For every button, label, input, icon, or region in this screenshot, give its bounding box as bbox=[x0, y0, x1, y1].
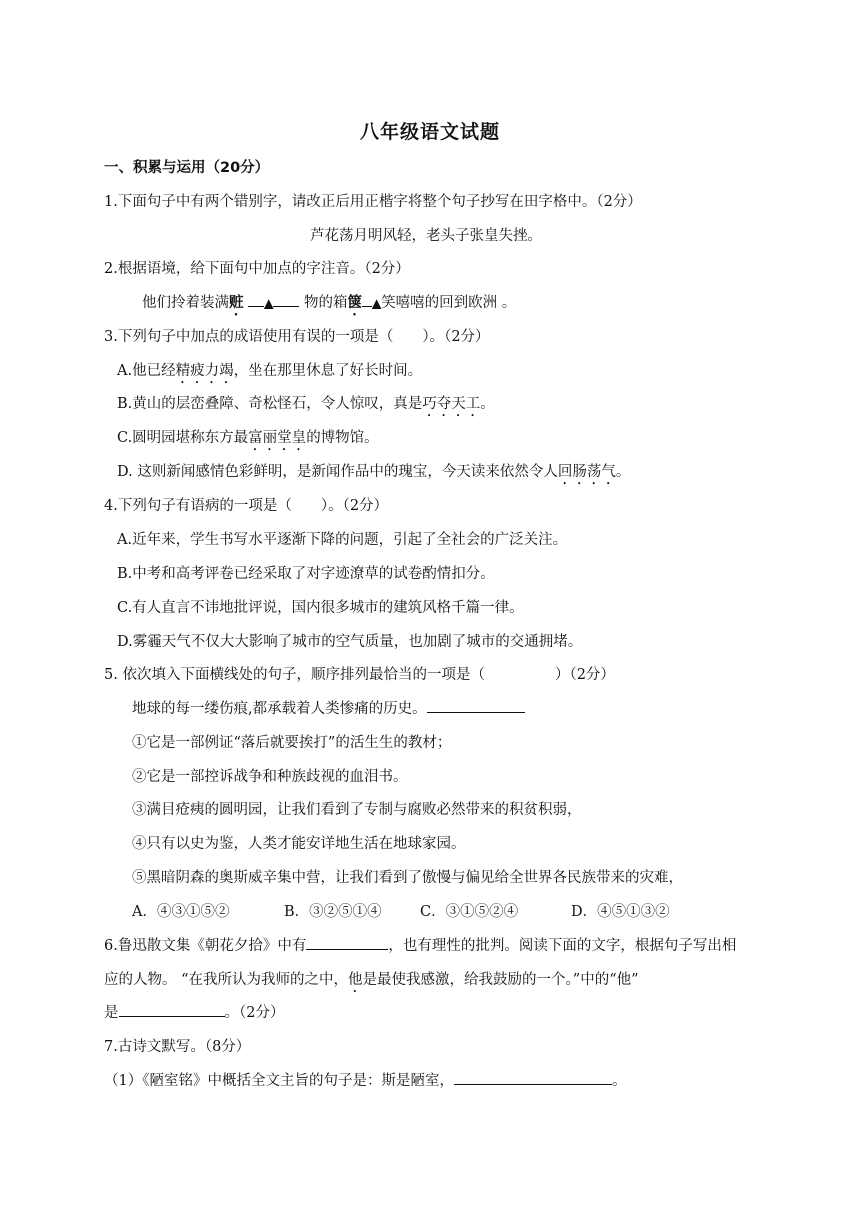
question-6-line-2 bbox=[104, 968, 639, 996]
option-text: D. 这则新闻感情色彩鲜明，是新闻作品中的瑰宝，今天读来依然令人 bbox=[117, 464, 558, 480]
stem-text: （1）《陋室铭》中概括全文主旨的句子是：斯是陋室， bbox=[104, 1073, 454, 1089]
q2-text-part3: 笑嘻嘻的回到欧洲 。 bbox=[381, 295, 517, 311]
question-3-option-c bbox=[117, 426, 379, 454]
option-text: 的博物馆。 bbox=[306, 430, 379, 446]
question-4-option-d: D.雾霾天气不仅大大影响了城市的空气质量，也加剧了城市的交通拥堵。 bbox=[117, 634, 583, 650]
question-5-option-c: C．③①⑤②④ bbox=[420, 904, 519, 920]
option-text: 。 bbox=[480, 396, 495, 412]
q2-text-part1: 他们拎着装满 bbox=[142, 295, 229, 311]
option-text: B.黄山的层峦叠障、奇松怪石，令人惊叹，真是 bbox=[117, 396, 423, 412]
question-1-sentence: 芦花荡月明风轻，老头子张皇失挫。 bbox=[310, 228, 542, 244]
stem-text: 。 bbox=[611, 1073, 627, 1089]
question-5-sentence-2: ②它是一部控诉战争和种族歧视的血泪书。 bbox=[132, 769, 408, 785]
question-7-stem: 7.古诗文默写。（8分） bbox=[104, 1039, 251, 1055]
triangle-mark-icon: ▲ bbox=[264, 296, 274, 310]
question-5-sentence-3: ③满目疮痍的圆明园，让我们看到了专制与腐败必然带来的积贫积弱， bbox=[132, 802, 582, 818]
question-4-stem: 4.下列句子有语病的一项是（ ）。（2分） bbox=[104, 498, 389, 514]
question-5-option-d: D．④⑤①③② bbox=[571, 904, 670, 920]
question-3-option-b bbox=[117, 392, 495, 420]
question-6-line-1 bbox=[104, 934, 736, 955]
dotted-idiom: 精疲力竭 bbox=[175, 363, 234, 379]
question-4-option-c: C.有人直言不讳地批评说，国内很多城市的建筑风格千篇一律。 bbox=[117, 600, 524, 616]
question-5-sentence-4: ④只有以史为鉴，人类才能安详地生活在地球家园。 bbox=[132, 836, 466, 852]
answer-blank[interactable] bbox=[248, 292, 264, 307]
stem-text: 应的人物。 “在我所认为我师的之中， bbox=[104, 972, 349, 988]
answer-blank[interactable] bbox=[454, 1070, 612, 1085]
q2-dotted-char-1: 赃 bbox=[229, 295, 244, 311]
option-text: 。 bbox=[615, 464, 631, 480]
question-5-option-a: A．④③①⑤② bbox=[132, 904, 230, 920]
q2-text-part2: 物的箱 bbox=[303, 295, 348, 311]
option-text: ，坐在那里休息了好长时间。 bbox=[233, 363, 423, 379]
option-text: C.圆明园堪称东方最 bbox=[117, 430, 249, 446]
question-4-option-b: B.中考和高考评卷已经采取了对字迹潦草的试卷酌情扣分。 bbox=[117, 566, 495, 582]
question-2-stem: 2.根据语境，给下面句中加点的字注音。（2分） bbox=[104, 261, 410, 277]
question-3-stem: 3.下列句子中加点的成语使用有误的一项是（ ）。（2分） bbox=[104, 329, 490, 345]
stem-text: 5. 依次填入下面横线处的句子，顺序排列最恰当的一项是（ bbox=[104, 667, 485, 683]
answer-blank[interactable] bbox=[362, 292, 372, 307]
answer-blank[interactable] bbox=[306, 935, 388, 950]
answer-blank[interactable] bbox=[119, 1002, 225, 1017]
question-1-stem: 1.下面句子中有两个错别字，请改正后用正楷字将整个句子抄写在田字格中。（2分） bbox=[104, 194, 642, 210]
question-5-sentence-1: ①它是一部例证“落后就要挨打”的活生生的教材； bbox=[132, 735, 452, 751]
triangle-mark-icon: ▲ bbox=[371, 296, 382, 310]
stem-text: ，也有理性的批判。阅读下面的文字，根据句子写出相 bbox=[388, 938, 737, 954]
option-text: A.他已经 bbox=[117, 363, 176, 379]
stem-text: 。（2分） bbox=[224, 1005, 285, 1021]
stem-text: 是最使我感激，给我鼓励的一个。”中的“他” bbox=[362, 972, 639, 988]
answer-blank[interactable] bbox=[427, 698, 525, 713]
q2-dotted-char-2: 箧 bbox=[347, 295, 362, 311]
section-heading: 一、积累与运用（20分） bbox=[104, 160, 270, 176]
question-5-option-b: B．③②⑤①④ bbox=[284, 904, 382, 920]
question-3-option-a bbox=[117, 359, 422, 387]
question-7-part-1 bbox=[104, 1069, 626, 1090]
question-6-line-3 bbox=[104, 1001, 284, 1022]
stem-text: ）（2分） bbox=[554, 667, 615, 683]
question-3-option-d bbox=[117, 460, 630, 488]
question-5-stem bbox=[104, 663, 615, 684]
lead-text: 地球的每一缕伤痕,都承载着人类惨痛的历史。 bbox=[132, 701, 427, 717]
page-title: 八年级语文试题 bbox=[359, 121, 500, 143]
dotted-idiom: 富丽堂皇 bbox=[248, 430, 307, 446]
question-5-sentence-5: ⑤黑暗阴森的奥斯威辛集中营，让我们看到了傲慢与偏见给全世界各民族带来的灾难， bbox=[132, 870, 683, 886]
dotted-idiom: 回肠荡气 bbox=[557, 464, 616, 480]
stem-text: 6.鲁迅散文集《朝花夕拾》中有 bbox=[104, 938, 307, 954]
dotted-idiom: 巧夺天工 bbox=[422, 396, 481, 412]
answer-blank[interactable] bbox=[273, 292, 299, 307]
stem-text: 是 bbox=[104, 1005, 119, 1021]
question-4-option-a: A.近年来，学生书写水平逐渐下降的问题，引起了全社会的广泛关注。 bbox=[117, 532, 568, 548]
dotted-char: 他 bbox=[348, 972, 363, 988]
question-5-lead bbox=[132, 697, 525, 718]
question-2-sentence bbox=[142, 291, 516, 319]
